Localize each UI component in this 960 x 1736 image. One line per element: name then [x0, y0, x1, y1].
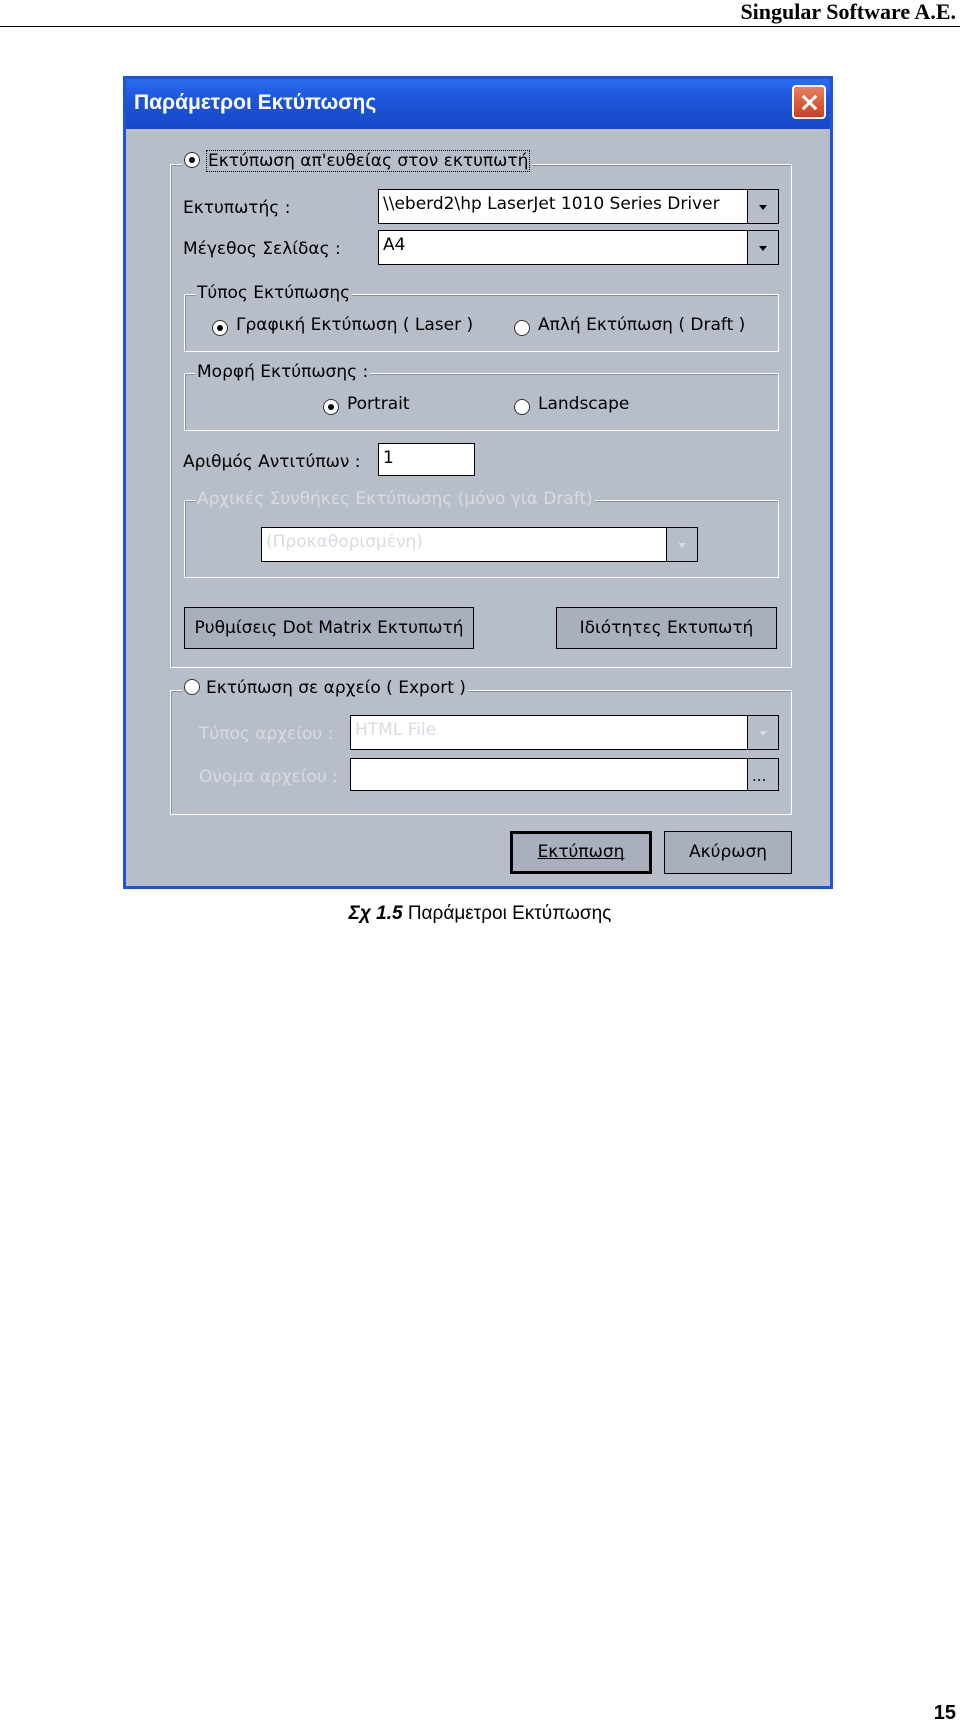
landscape-label: Landscape — [538, 394, 630, 414]
print-button-label: Εκτύπωση — [537, 842, 625, 862]
direct-print-label: Εκτύπωση απ'ευθείας στον εκτυπωτή — [208, 151, 529, 171]
export-legend — [182, 678, 468, 698]
file-type-dropdown-button[interactable] — [747, 716, 778, 749]
landscape-radio[interactable] — [514, 399, 530, 415]
draft-radio[interactable] — [514, 320, 530, 336]
direct-print-legend — [182, 151, 532, 171]
portrait-radio[interactable] — [323, 399, 339, 415]
browse-label: ... — [752, 767, 767, 785]
printer-dropdown-button[interactable] — [747, 190, 778, 223]
export-group — [170, 690, 792, 815]
browse-button[interactable] — [747, 759, 778, 790]
cancel-button-label: Ακύρωση — [688, 842, 768, 862]
print-button[interactable] — [510, 831, 652, 874]
printer-properties-label: Ιδιότητες Εκτυπωτή — [579, 618, 754, 638]
print-type-legend: Τύπος Εκτύπωσης — [197, 283, 351, 303]
figure-caption-text: Παράμετροι Εκτύπωσης — [402, 903, 612, 924]
draft-settings-dropdown-button[interactable] — [666, 528, 697, 561]
draft-settings-legend: Αρχικές Συνθήκες Εκτύπωσης (μόνο για Draft) — [197, 489, 593, 509]
copies-value: 1 — [383, 448, 394, 468]
file-name-label: Ονομα αρχείου : — [199, 767, 338, 787]
copies-input[interactable] — [378, 443, 475, 476]
page-size-value: A4 — [383, 235, 406, 255]
printer-select[interactable] — [378, 189, 779, 224]
file-type-label: Τύπος αρχείου : — [199, 724, 334, 744]
export-label: Εκτύπωση σε αρχείο ( Export ) — [206, 678, 466, 698]
page-size-select[interactable] — [378, 230, 779, 265]
figure-number: Σχ 1.5 — [348, 903, 403, 924]
page-header — [0, 0, 960, 27]
dialog-title: Παράμετροι Εκτύπωσης — [134, 91, 377, 114]
draft-label: Απλή Εκτύπωση ( Draft ) — [538, 315, 746, 335]
file-type-value: HTML File — [355, 720, 437, 740]
export-radio[interactable] — [184, 679, 200, 695]
draft-settings-value: (Προκαθορισμένη) — [266, 532, 423, 552]
portrait-label: Portrait — [347, 394, 410, 414]
draft-settings-select[interactable] — [261, 527, 698, 562]
page-number: 15 — [933, 1702, 956, 1724]
company-name: Singular Software A.E. — [740, 0, 956, 24]
page-size-dropdown-button[interactable] — [747, 231, 778, 264]
printer-label: Εκτυπωτής : — [183, 198, 291, 218]
direct-print-radio[interactable] — [184, 152, 200, 168]
copies-label: Αριθμός Αντιτύπων : — [183, 452, 361, 472]
file-name-input[interactable] — [350, 758, 779, 791]
printer-properties-button[interactable] — [556, 607, 777, 649]
dot-matrix-settings-button[interactable] — [184, 607, 474, 649]
file-type-select[interactable] — [350, 715, 779, 750]
laser-radio[interactable] — [212, 320, 228, 336]
print-settings-dialog — [123, 76, 833, 889]
title-bar[interactable] — [126, 79, 830, 129]
figure-caption — [0, 903, 960, 925]
orientation-legend: Μορφή Εκτύπωσης : — [197, 362, 369, 382]
printer-value: \\eberd2\hp LaserJet 1010 Series Driver — [383, 194, 720, 214]
dot-matrix-settings-label: Ρυθμίσεις Dot Matrix Εκτυπωτή — [194, 618, 464, 638]
close-button[interactable] — [792, 85, 826, 119]
cancel-button[interactable] — [664, 831, 792, 874]
page-size-label: Μέγεθος Σελίδας : — [183, 239, 341, 259]
laser-label: Γραφική Εκτύπωση ( Laser ) — [236, 315, 474, 335]
